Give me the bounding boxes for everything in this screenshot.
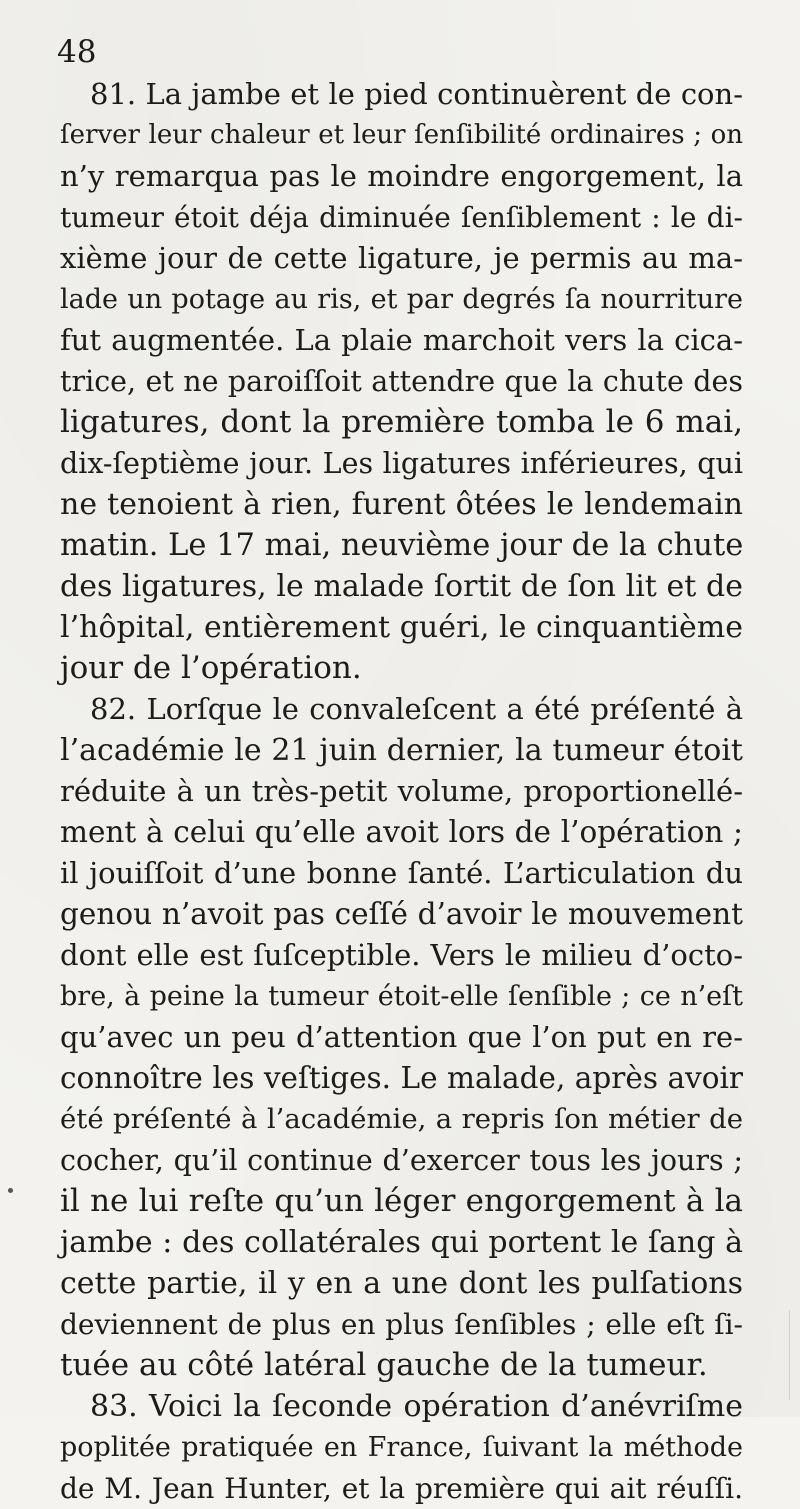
text-line: genou n’avoit pas ceſſé d’avoir le mouvement xyxy=(60,897,743,931)
text-line: dont elle est ſuſceptible. Vers le milieu d’octo- xyxy=(60,938,743,972)
text-line: deviennent de plus en plus ſenſibles ; elle eſt ſi- xyxy=(60,1308,743,1341)
text-line: connoître les veſtiges. Le malade, après avoir xyxy=(60,1061,743,1095)
paper-speck xyxy=(8,1188,13,1193)
text-line: fut augmentée. La plaie marchoit vers la cica- xyxy=(60,323,743,357)
text-line: été préſenté à l’académie, a repris ſon métier de xyxy=(60,1103,743,1135)
text-line: de M. Jean Hunter, et la première qui ait réuſſi. xyxy=(60,1472,743,1505)
text-line: 83. Voici la ſeconde opération d’anévriſme xyxy=(90,1389,743,1424)
text-line: ſerver leur chaleur et leur ſenſibilité ordinaires ; on xyxy=(60,120,743,150)
text-line: 82. Lorſque le convaleſcent a été préſenté à xyxy=(90,692,743,726)
text-line: matin. Le 17 mai, neuvième jour de la chute xyxy=(60,528,744,563)
text-line: lade un potage au ris, et par degrés ſa nourriture xyxy=(60,284,743,315)
text-line: des ligatures, le malade ſortit de ſon lit et de xyxy=(60,569,743,604)
text-line: cocher, qu’il continue d’exercer tous les jours ; xyxy=(60,1144,743,1177)
text-line: trice, et ne paroiſſoit attendre que la chute des xyxy=(60,365,743,398)
text-line: tuée au côté latéral gauche de la tumeur. xyxy=(60,1347,708,1383)
text-line: ligatures, dont la première tomba le 6 mai, xyxy=(60,404,743,440)
page-number: 48 xyxy=(57,34,97,70)
text-line: xième jour de cette ligature, je permis au ma- xyxy=(60,241,743,275)
text-line: l’académie le 21 juin dernier, la tumeur étoit xyxy=(60,733,743,768)
text-line: 81. La jambe et le pied continuèrent de con- xyxy=(90,77,743,111)
text-line: cette partie, il y en a une dont les pulſations xyxy=(60,1266,743,1301)
text-line: réduite à un très-petit volume, proportionellé- xyxy=(60,774,743,808)
text-line: il jouiſſoit d’une bonne ſanté. L’articulation du xyxy=(60,856,743,890)
text-line: dix-ſeptième jour. Les ligatures inférieures, qui xyxy=(60,447,743,480)
text-line: ne tenoient à rien, furent ôtées le lendemain xyxy=(60,487,743,522)
text-line: bre, à peine la tumeur étoit-elle ſenſible ; ce n’eſt xyxy=(60,981,743,1012)
body-text xyxy=(60,74,743,1509)
text-line: jour de l’opération. xyxy=(60,650,362,686)
text-line: n’y remarqua pas le moindre engorgement, la xyxy=(60,159,743,193)
text-line: qu’avec un peu d’attention que l’on put en re- xyxy=(60,1020,743,1054)
text-line: l’hôpital, entièrement guéri, le cinquantième xyxy=(60,610,743,645)
text-line: ment à celui qu’elle avoit lors de l’opération ; xyxy=(60,815,743,849)
text-line: poplitée pratiquée en France, ſuivant la méthode xyxy=(60,1432,743,1463)
text-line: il ne lui reſte qu’un léger engorgement à la xyxy=(60,1183,743,1219)
page-edge-mark xyxy=(789,1310,800,1400)
text-line: jambe : des collatérales qui portent le ſang à xyxy=(60,1225,743,1260)
text-line: tumeur étoit déja diminuée ſenſiblement : le di- xyxy=(60,201,743,234)
